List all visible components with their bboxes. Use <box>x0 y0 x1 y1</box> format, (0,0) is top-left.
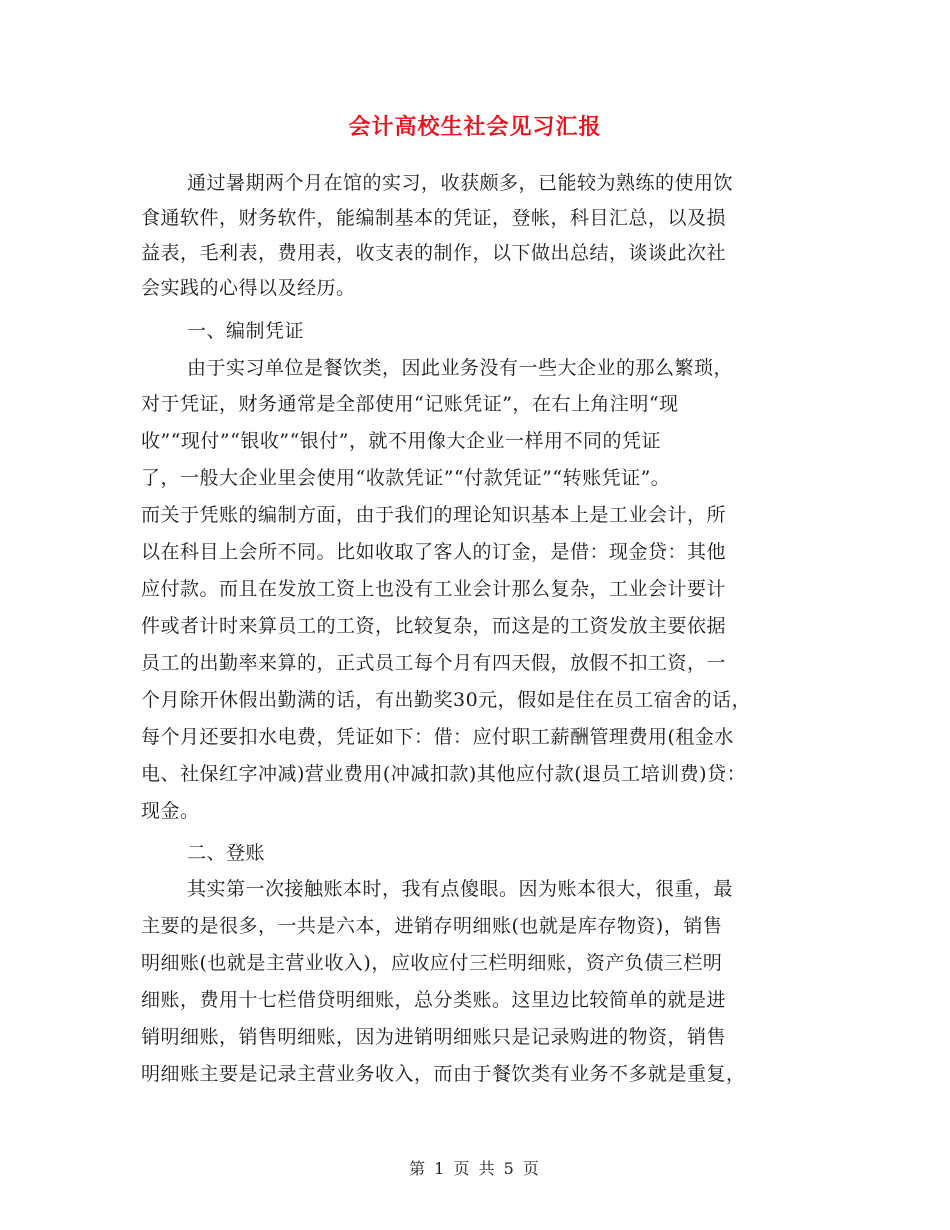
paragraph-line: 以在科目上会所不同。比如收取了客人的订金，是借：现金贷：其他 <box>141 541 727 563</box>
paragraph-line: 每个月还要扣水电费，凭证如下：借：应付职工薪酬管理费用(租金水 <box>141 726 734 748</box>
paragraph-line: 其实第一次接触账本时，我有点傻眼。因为账本很大，很重，最 <box>187 878 734 900</box>
paragraph-line: 由于实习单位是餐饮类，因此业务没有一些大企业的那么繁琐， <box>187 357 734 379</box>
paragraph-line: 会实践的心得以及经历。 <box>141 277 356 299</box>
paragraph-line: 了，一般大企业里会使用“收款凭证”“付款凭证”“转账凭证”。 <box>141 467 671 489</box>
paragraph-line: 电、社保红字冲减)营业费用(冲减扣款)其他应付款(退员工培训费)贷： <box>141 763 747 785</box>
paragraph-line: 明细账(也就是主营业收入)，应收应付三栏明细账，资产负债三栏明 <box>141 952 723 974</box>
paragraph-line: 个月除开休假出勤满的话，有出勤奖30元，假如是住在员工宿舍的话， <box>141 689 752 711</box>
section-heading: 一、编制凭证 <box>187 320 305 342</box>
paragraph-line: 主要的是很多，一共是六本，进销存明细账(也就是库存物资)，销售 <box>141 915 723 937</box>
paragraph-line: 而关于凭账的编制方面，由于我们的理论知识基本上是工业会计，所 <box>141 504 727 526</box>
paragraph-line: 通过暑期两个月在馆的实习，收获颇多，已能较为熟练的使用饮 <box>187 172 734 194</box>
paragraph-line: 现金。 <box>141 800 200 822</box>
paragraph-line: 益表，毛利表，费用表，收支表的制作，以下做出总结，谈谈此次社 <box>141 242 727 264</box>
page-footer: 第 1 页 共 5 页 <box>409 1159 541 1178</box>
paragraph-line: 收”“现付”“银收”“银付”，就不用像大企业一样用不同的凭证 <box>141 430 661 452</box>
paragraph-line: 员工的出勤率来算的，正式员工每个月有四天假，放假不扣工资，一 <box>141 652 727 674</box>
section-heading: 二、登账 <box>187 842 266 864</box>
paragraph-line: 食通软件，财务软件，能编制基本的凭证，登帐，科目汇总，以及损 <box>141 207 727 229</box>
paragraph-line: 细账，费用十七栏借贷明细账，总分类账。这里边比较简单的就是进 <box>141 989 727 1011</box>
paragraph-line: 应付款。而且在发放工资上也没有工业会计那么复杂，工业会计要计 <box>141 578 727 600</box>
paragraph-line: 明细账主要是记录主营业务收入，而由于餐饮类有业务不多就是重复， <box>141 1063 746 1085</box>
paragraph-line: 对于凭证，财务通常是全部使用“记账凭证”，在右上角注明“现 <box>141 393 679 415</box>
paragraph-line: 销明细账，销售明细账，因为进销明细账只是记录购进的物资，销售 <box>141 1026 727 1048</box>
paragraph-line: 件或者计时来算员工的工资，比较复杂，而这是的工资发放主要依据 <box>141 615 727 637</box>
document-title: 会计高校生社会见习汇报 <box>348 115 602 140</box>
